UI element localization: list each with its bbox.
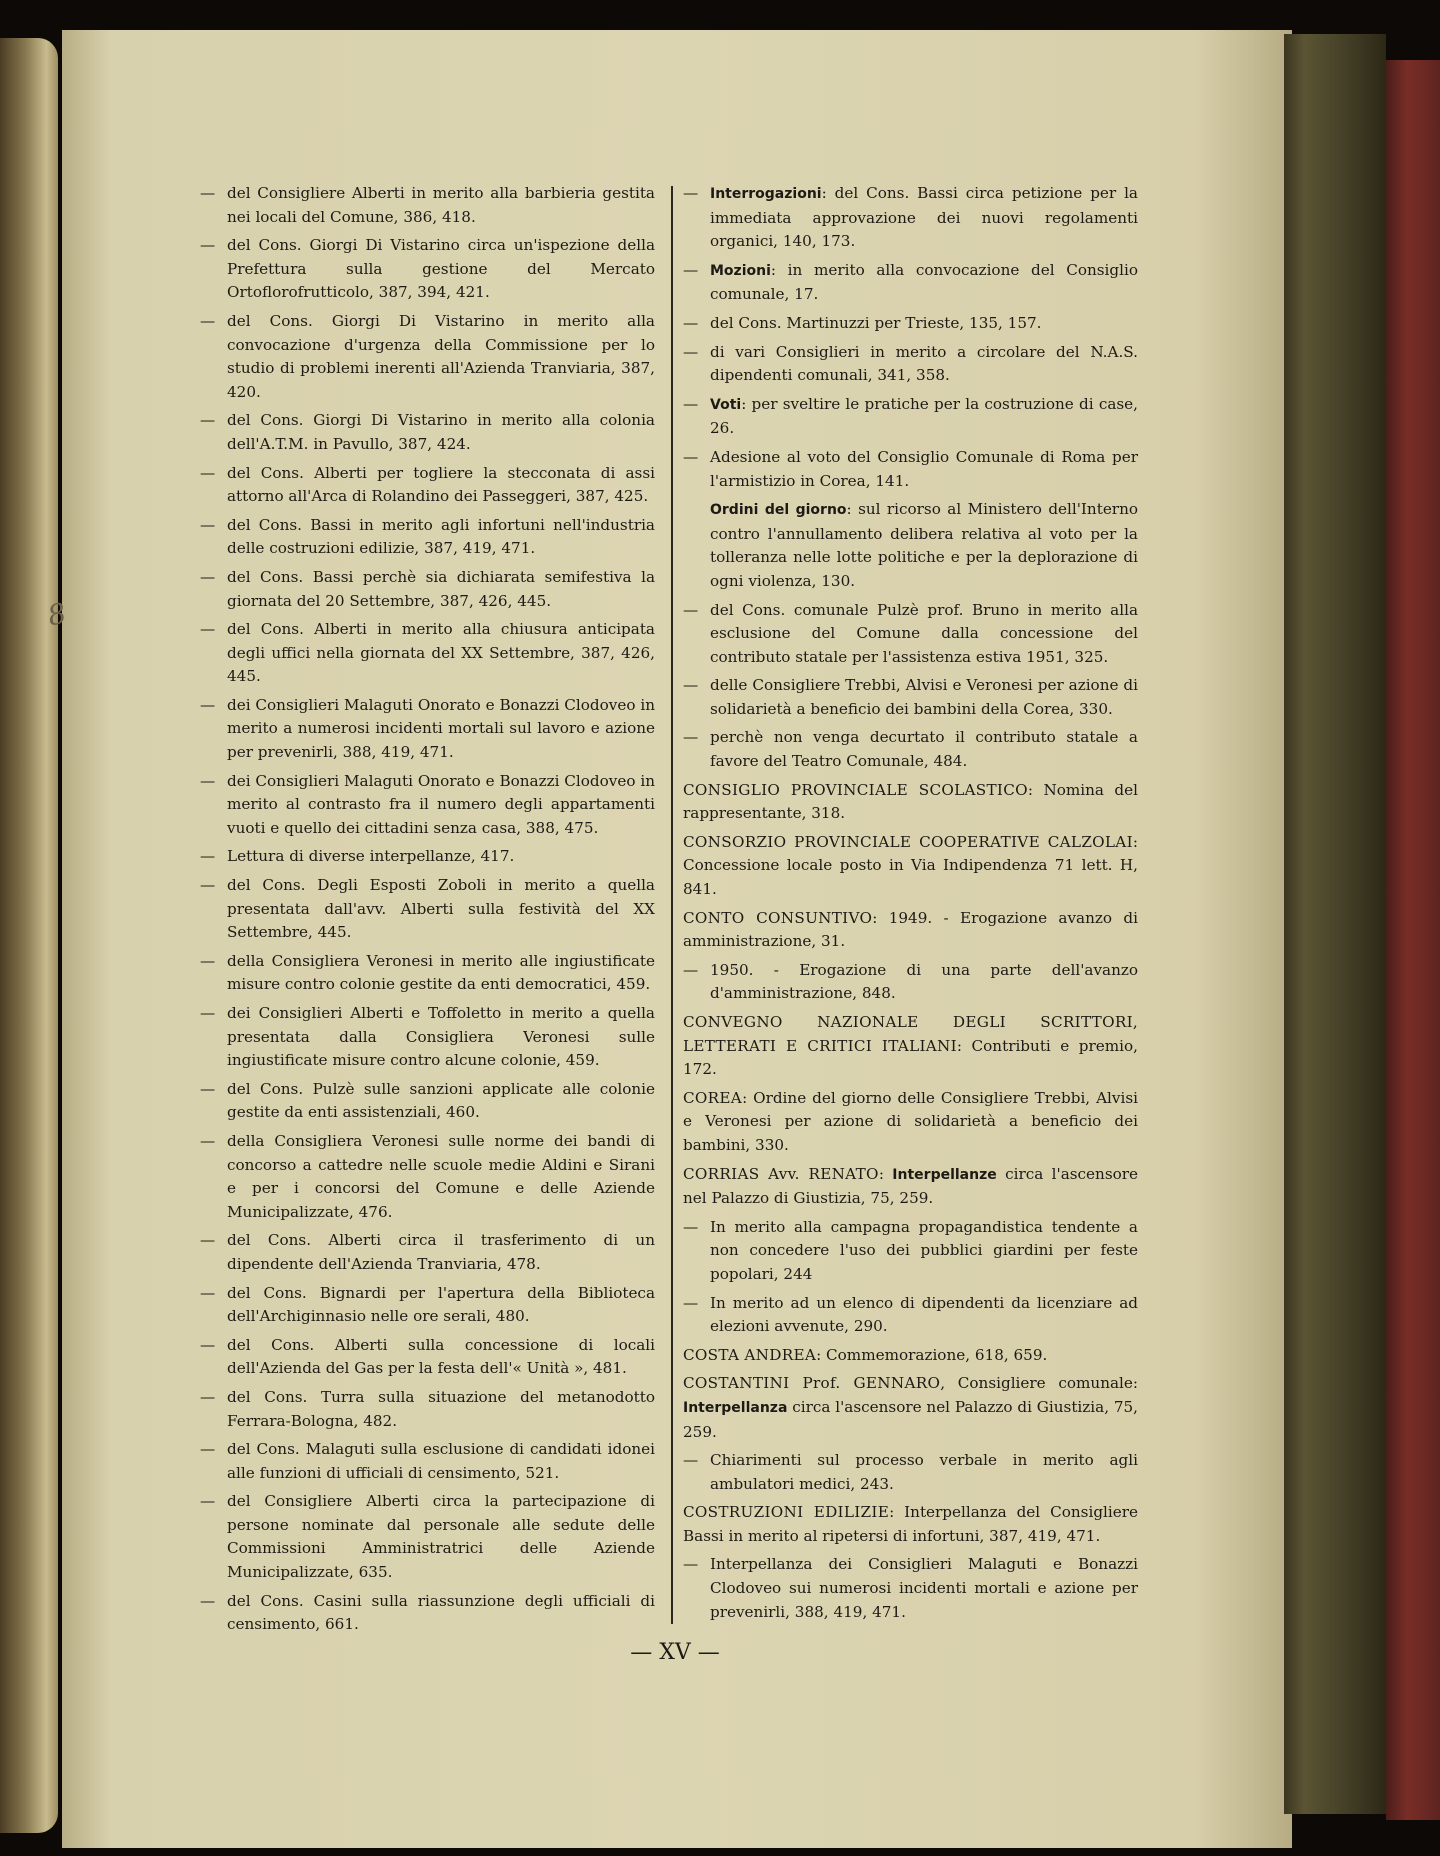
facing-page-edge [0, 38, 58, 1833]
index-entry: — del Cons. Alberti circa il trasferimento di un dipendente dell'Azienda Tranviaria, 478. [200, 1231, 655, 1273]
index-entry: — del Cons. Giorgi Di Vistarino circa un'ispezione della Prefettura sulla gestione del Mercato Ortoflorofrutticolo, 387, 394, 421. [200, 236, 655, 302]
margin-pencil-note: 8 [44, 596, 70, 633]
entry-text: : per sveltire le pratiche per la costruzione di case, 26. [710, 394, 1138, 438]
entry-keyword: Interpellanza [683, 1399, 788, 1416]
index-entry [683, 1449, 1138, 1496]
index-entry: — del Cons. Giorgi Di Vistarino in merito alla convocazione d'urgenza della Commissione per lo studio di problemi inerenti all'Azienda Tranviaria, 387, 420. [200, 311, 655, 401]
index-entry [683, 498, 1138, 593]
index-entry: — del Cons. Alberti per togliere la stecconata di assi attorno all'Arca di Rolandino dei Passeggeri, 387, 425. [200, 463, 655, 506]
index-entry [683, 393, 1138, 441]
entry-text: : Contributi e premio, 172. [683, 1036, 1138, 1079]
entry-dash: — [683, 600, 699, 619]
entry-keyword: Interpellanze [892, 1166, 997, 1183]
entry-dash: — [683, 184, 699, 202]
entry-text: Chiarimenti sul processo verbale in merito agli ambulatori medici, 243. [710, 1451, 1138, 1493]
index-heading: CONSIGLIO PROVINCIALE SCOLASTICO [683, 780, 1028, 799]
index-heading-entry [683, 779, 1138, 826]
entry-text: 1950. - Erogazione di una parte dell'avanzo d'amministrazione, 848. [710, 960, 1138, 1003]
index-entry: — della Consigliera Veronesi sulle norme dei bandi di concorso a cattedre nelle scuole medie Aldini e Sirani e per i concorsi del Comune e delle Aziende Municipalizzate, 476. [200, 1131, 655, 1221]
index-heading-entry [683, 907, 1138, 954]
entry-text: del Cons. Martinuzzi per Trieste, 135, 157. [710, 313, 1042, 332]
entry-text: Interpellanza dei Consiglieri Malaguti e Bonazzi Clodoveo sui numerosi incidenti mortali e azione per prevenirli, 388, 419, 471. [710, 1555, 1138, 1621]
entry-text: di vari Consiglieri in merito a circolare del N.A.S. dipendenti comunali, 341, 358. [710, 342, 1138, 385]
entry-text: circa l'ascensore nel Palazzo di Giustizia, 75, 259. [683, 1397, 1139, 1441]
index-heading: CONSORZIO PROVINCIALE COOPERATIVE CALZOLAI [683, 832, 1133, 851]
index-heading-entry [683, 1372, 1138, 1444]
index-heading-entry [683, 831, 1138, 902]
index-heading-entry [683, 1344, 1138, 1368]
entry-dash: — [683, 313, 699, 332]
index-entry: — del Cons. Bignardi per l'apertura della Biblioteca dell'Archiginnasio nelle ore serali, 480. [200, 1283, 655, 1326]
index-entry [683, 959, 1138, 1006]
index-entry: — Lettura di diverse interpellanze, 417. [200, 847, 515, 866]
index-entry: — del Cons. Degli Esposti Zoboli in merito a quella presentata dall'avv. Alberti sulla festività del XX Settembre, 445. [200, 876, 655, 942]
entry-text: : in merito alla convocazione del Consiglio comunale, 17. [710, 260, 1138, 304]
index-entry [683, 182, 1138, 254]
entry-dash: — [683, 1555, 699, 1574]
index-entry: — del Consigliere Alberti in merito alla barbieria gestita nei locali del Comune, 386, 418. [200, 184, 655, 226]
index-heading-entry [683, 1011, 1138, 1082]
index-entry: — dei Consiglieri Malaguti Onorato e Bonazzi Clodoveo in merito al contrasto fra il numero degli appartamenti vuoti e quello dei cittadini senza casa, 388, 475. [200, 771, 655, 837]
index-entry: — del Cons. Alberti in merito alla chiusura anticipata degli uffici nella giornata del XX Settembre, 387, 426, 445. [200, 620, 655, 686]
entry-keyword: Mozioni [710, 262, 771, 279]
index-entry: — del Consigliere Alberti circa la partecipazione di persone nominate dal personale alle sedute delle Commissioni Amministratrici delle Aziende Municipalizzate, 635. [200, 1492, 655, 1582]
page-number: — XV — [630, 1640, 720, 1665]
entry-text: : sul ricorso al Ministero dell'Interno contro l'annullamento delibera relativa al voto per la tolleranza nelle lotte politiche e per la deplorazione di ogni violenza, 130. [710, 500, 1138, 590]
entry-text: : Concessione locale posto in Via Indipendenza 71 lett. H, 841. [683, 832, 1138, 899]
index-heading: CONVEGNO NAZIONALE DEGLI SCRITTORI, LETTERATI E CRITICI ITALIANI [683, 1013, 1138, 1055]
index-heading-entry [683, 1501, 1138, 1548]
index-heading: COSTRUZIONI EDILIZIE [683, 1503, 890, 1522]
entry-text: del Cons. comunale Pulzè prof. Bruno in merito alla esclusione del Comune dalla concessione del contributo statale per l'assistenza estiva 1951, 325. [710, 600, 1138, 666]
entry-dash: — [683, 1451, 699, 1470]
entry-text: : Interpellanza del Consigliere Bassi in merito al ripetersi di infortuni, 387, 419, 471. [683, 1503, 1138, 1545]
index-entry: — del Cons. Alberti sulla concessione di locali dell'Azienda del Gas per la festa dell'« Unità », 481. [200, 1335, 655, 1378]
index-column-right [683, 182, 1138, 1629]
index-entry [683, 674, 1138, 721]
index-entry: — del Cons. Turra sulla situazione del metanodotto Ferrara-Bologna, 482. [200, 1387, 655, 1430]
entry-keyword: Ordini del giorno [710, 502, 847, 519]
entry-text: delle Consigliere Trebbi, Alvisi e Veronesi per azione di solidarietà a beneficio dei bambini della Corea, 330. [710, 676, 1138, 718]
index-entry: — del Cons. Pulzè sulle sanzioni applicate alle colonie gestite da enti assistenziali, 460. [200, 1079, 655, 1122]
entry-dash: — [683, 447, 699, 466]
index-heading: CONTO CONSUNTIVO [683, 908, 873, 927]
entry-text: Adesione al voto del Consiglio Comunale di Roma per l'armistizio in Corea, 141. [710, 447, 1138, 490]
index-entry: — del Cons. Malaguti sulla esclusione di candidati idonei alle funzioni di ufficiali di censimento, 521. [200, 1440, 655, 1482]
index-entry [683, 312, 1138, 336]
column-divider [671, 186, 673, 1624]
index-entry [683, 726, 1138, 773]
entry-keyword: Voti [710, 396, 742, 413]
index-entry [683, 1292, 1138, 1339]
index-heading-entry: CORRIAS Avv. RENATO: Interpellanze circa l'ascensore nel Palazzo di Giustizia, 75, 259. [683, 1164, 1138, 1208]
index-heading: COSTA ANDREA [683, 1345, 817, 1364]
index-entry: — della Consigliera Veronesi in merito alle ingiustificate misure contro colonie gestite da enti democratici, 459. [200, 951, 655, 994]
entry-text: : del Cons. Bassi circa petizione per la immediata approvazione dei nuovi regolamenti organici, 140, 173. [710, 184, 1138, 251]
entry-dash: — [683, 394, 699, 413]
entry-text: In merito alla campagna propagandistica tendente a non concedere l'uso dei pubblici giardini per feste popolari, 244 [710, 1217, 1138, 1283]
entry-text: , Consigliere comunale: [940, 1374, 1138, 1393]
entry-text: : 1949. - Erogazione avanzo di amministrazione, 31. [683, 908, 1138, 951]
index-entry: — del Cons. Casini sulla riassunzione degli ufficiali di censimento, 661. [200, 1591, 655, 1634]
entry-text: : Nomina del rappresentante, 318. [683, 780, 1138, 823]
entry-keyword: Interrogazioni [710, 186, 822, 202]
index-heading: COSTANTINI Prof. GENNARO [683, 1374, 941, 1393]
entry-dash: — [683, 342, 699, 361]
index-column-left [200, 182, 655, 1642]
book-cover-edge [1386, 60, 1440, 1820]
index-entry: — dei Consiglieri Malaguti Onorato e Bonazzi Clodoveo in merito a numerosi incidenti mortali sul lavoro e azione per prevenirli, 388, 419, 471. [200, 695, 655, 762]
index-heading: CORRIAS Avv. RENATO [683, 1164, 879, 1183]
entry-dash: — [683, 960, 699, 979]
index-entry [683, 341, 1138, 388]
entry-dash: — [683, 1217, 699, 1236]
entry-text: perchè non venga decurtato il contributo statale a favore del Teatro Comunale, 484. [710, 728, 1138, 771]
index-entry [683, 1553, 1138, 1624]
entry-dash: — [683, 260, 699, 279]
index-entry: — del Cons. Bassi in merito agli infortuni nell'industria delle costruzioni edilizie, 387, 419, 471. [200, 515, 655, 558]
entry-text: : Commemorazione, 618, 659. [816, 1345, 1048, 1364]
book-spine-pages [1284, 34, 1386, 1814]
index-heading-entry [683, 1087, 1138, 1158]
entry-text: In merito ad un elenco di dipendenti da licenziare ad elezioni avvenute, 290. [710, 1293, 1138, 1336]
index-entry: — del Cons. Bassi perchè sia dichiarata semifestiva la giornata del 20 Settembre, 387, 426, 445. [200, 567, 655, 610]
entry-dash: — [683, 1293, 699, 1312]
entry-dash: — [683, 728, 699, 747]
index-entry [683, 599, 1138, 670]
index-entry [683, 446, 1138, 493]
entry-text: : Ordine del giorno delle Consigliere Trebbi, Alvisi e Veronesi per azione di solidarietà a beneficio dei bambini, 330. [683, 1088, 1138, 1154]
entry-dash: — [683, 676, 699, 695]
entry-text: circa l'ascensore nel Palazzo di Giustizia, 75, 259. [683, 1164, 1138, 1208]
index-entry: — del Cons. Giorgi Di Vistarino in merito alla colonia dell'A.T.M. in Pavullo, 387, 424. [200, 411, 655, 453]
index-heading: COREA [683, 1088, 743, 1107]
index-entry [683, 259, 1138, 307]
index-entry [683, 1216, 1138, 1287]
index-entry: — dei Consiglieri Alberti e Toffoletto in merito a quella presentata dalla Consigliera Veronesi sulle ingiustificate misure contro alcune colonie, 459. [200, 1004, 655, 1070]
